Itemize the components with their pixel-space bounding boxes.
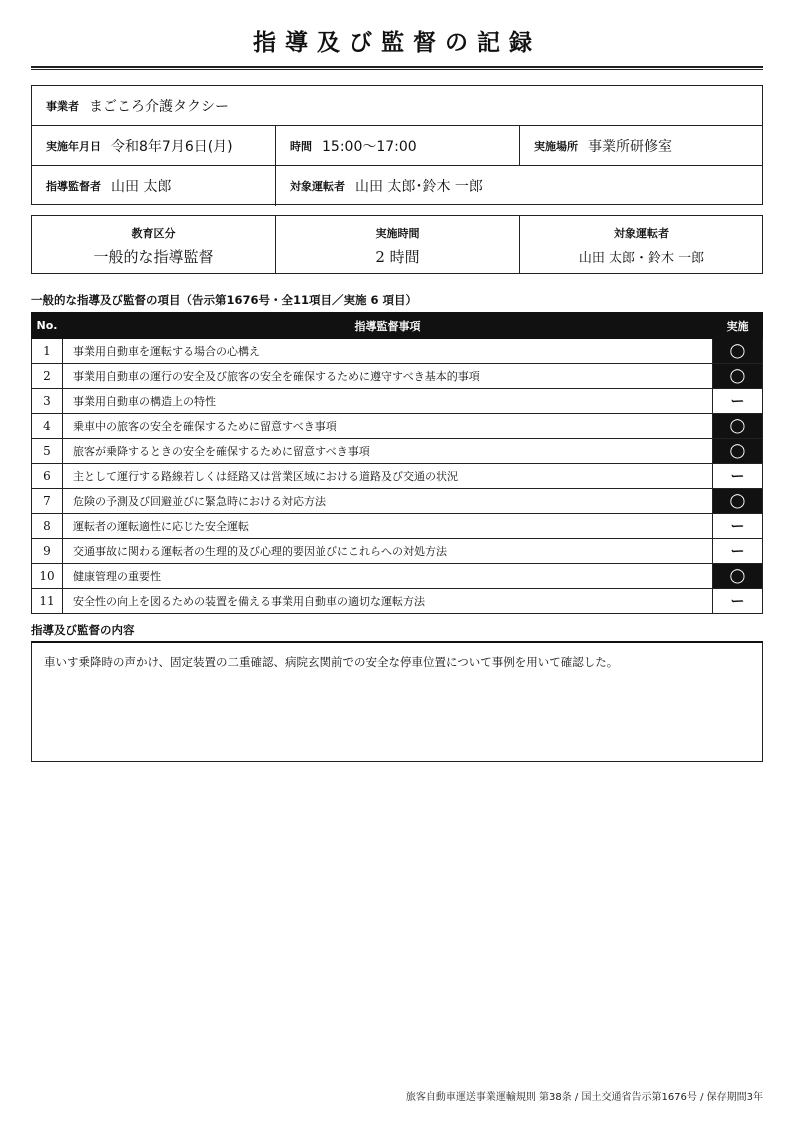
row-number: 11 xyxy=(32,589,63,614)
table-row xyxy=(32,589,763,614)
row-item-text: 危険の予測及び回避並びに緊急時における対応方法 xyxy=(63,489,713,514)
row-number: 8 xyxy=(32,514,63,539)
not-done-dash-mark: ー xyxy=(713,589,763,614)
row-item-text: 旅客が乗降するときの安全を確保するために留意すべき事項 xyxy=(63,439,713,464)
row-item-text: 事業用自動車の運行の安全及び旅客の安全を確保するために遵守すべき基本的事項 xyxy=(63,364,713,389)
row-number: 2 xyxy=(32,364,63,389)
items-section-title: 一般的な指導及び監督の項目（告示第1676号・全11項目／実施 6 項目） xyxy=(31,293,418,307)
category-col xyxy=(32,216,275,273)
supervisor-label: 指導監督者 xyxy=(46,180,101,193)
date-value: 令和8年7月6日(月) xyxy=(111,138,233,155)
header-no: No. xyxy=(32,313,63,339)
table-row xyxy=(32,364,763,389)
content-section-title: 指導及び監督の内容 xyxy=(31,623,135,637)
done-circle-mark: ◯ xyxy=(713,364,763,389)
table-row xyxy=(32,414,763,439)
summary-drivers-value: 山田 太郎・鈴木 一郎 xyxy=(578,251,705,266)
summary-drivers-col xyxy=(520,216,763,273)
row-number: 6 xyxy=(32,464,63,489)
title-rule xyxy=(31,66,763,68)
place-value: 事業所研修室 xyxy=(588,138,672,155)
category-value: 一般的な指導監督 xyxy=(93,248,214,266)
company-row xyxy=(32,86,762,126)
company-value: まごころ介護タクシー xyxy=(89,98,229,115)
duration-label: 実施時間 xyxy=(375,227,420,240)
row-number: 7 xyxy=(32,489,63,514)
done-circle-mark: ◯ xyxy=(713,489,763,514)
summary-box xyxy=(31,215,763,274)
table-row xyxy=(32,489,763,514)
row-item-text: 交通事故に関わる運転者の生理的及び心理的要因並びにこれらへの対処方法 xyxy=(63,539,713,564)
duration-value: 2 時間 xyxy=(375,248,420,266)
record-info-box xyxy=(31,85,763,205)
row-item-text: 乗車中の旅客の安全を確保するために留意すべき事項 xyxy=(63,414,713,439)
guidance-items-table xyxy=(31,312,763,614)
date-row xyxy=(32,126,762,166)
row-item-text: 運転者の運転適性に応じた安全運転 xyxy=(63,514,713,539)
header-done: 実施 xyxy=(713,313,763,339)
not-done-dash-mark: ー xyxy=(713,389,763,414)
done-circle-mark: ◯ xyxy=(713,339,763,364)
row-item-text: 主として運行する路線若しくは経路又は営業区域における道路及び交通の状況 xyxy=(63,464,713,489)
drivers-value: 山田 太郎･鈴木 一郎 xyxy=(355,179,483,195)
table-row xyxy=(32,339,763,364)
content-text: 車いす乗降時の声かけ、固定装置の二重確認、病院玄関前での安全な停車位置について事例を用いて確認した。 xyxy=(44,655,619,669)
not-done-dash-mark: ー xyxy=(713,464,763,489)
place-label: 実施場所 xyxy=(534,139,578,153)
table-row xyxy=(32,389,763,414)
row-number: 9 xyxy=(32,539,63,564)
title-rule-thin xyxy=(31,69,763,70)
footer-note: 旅客自動車運送事業運輸規則 第38条 / 国土交通省告示第1676号 / 保存期間3年 xyxy=(405,1092,763,1103)
table-row xyxy=(32,564,763,589)
drivers-label: 対象運転者 xyxy=(290,180,345,193)
time-label: 時間 xyxy=(290,139,312,153)
row-number: 5 xyxy=(32,439,63,464)
row-number: 10 xyxy=(32,564,63,589)
page-title: 指導及び監督の記録 xyxy=(253,29,541,56)
row-number: 1 xyxy=(32,339,63,364)
row-item-text: 事業用自動車を運転する場合の心構え xyxy=(63,339,713,364)
row-item-text: 安全性の向上を図るための装置を備える事業用自動車の適切な運転方法 xyxy=(63,589,713,614)
table-row xyxy=(32,464,763,489)
header-item: 指導監督事項 xyxy=(63,313,713,339)
not-done-dash-mark: ー xyxy=(713,514,763,539)
row-number: 4 xyxy=(32,414,63,439)
supervisor-row xyxy=(32,166,762,206)
time-value: 15:00〜17:00 xyxy=(322,138,417,155)
done-circle-mark: ◯ xyxy=(713,564,763,589)
summary-drivers-label: 対象運転者 xyxy=(614,227,669,240)
table-row xyxy=(32,539,763,564)
category-label: 教育区分 xyxy=(131,227,176,240)
company-label: 事業者 xyxy=(46,99,79,113)
table-row xyxy=(32,514,763,539)
duration-col xyxy=(276,216,519,273)
content-box xyxy=(31,641,763,762)
done-circle-mark: ◯ xyxy=(713,414,763,439)
done-circle-mark: ◯ xyxy=(713,439,763,464)
not-done-dash-mark: ー xyxy=(713,539,763,564)
table-header-row xyxy=(32,313,763,339)
table-row xyxy=(32,439,763,464)
supervisor-value: 山田 太郎 xyxy=(111,179,172,195)
row-item-text: 事業用自動車の構造上の特性 xyxy=(63,389,713,414)
row-number: 3 xyxy=(32,389,63,414)
row-item-text: 健康管理の重要性 xyxy=(63,564,713,589)
date-label: 実施年月日 xyxy=(46,139,101,153)
